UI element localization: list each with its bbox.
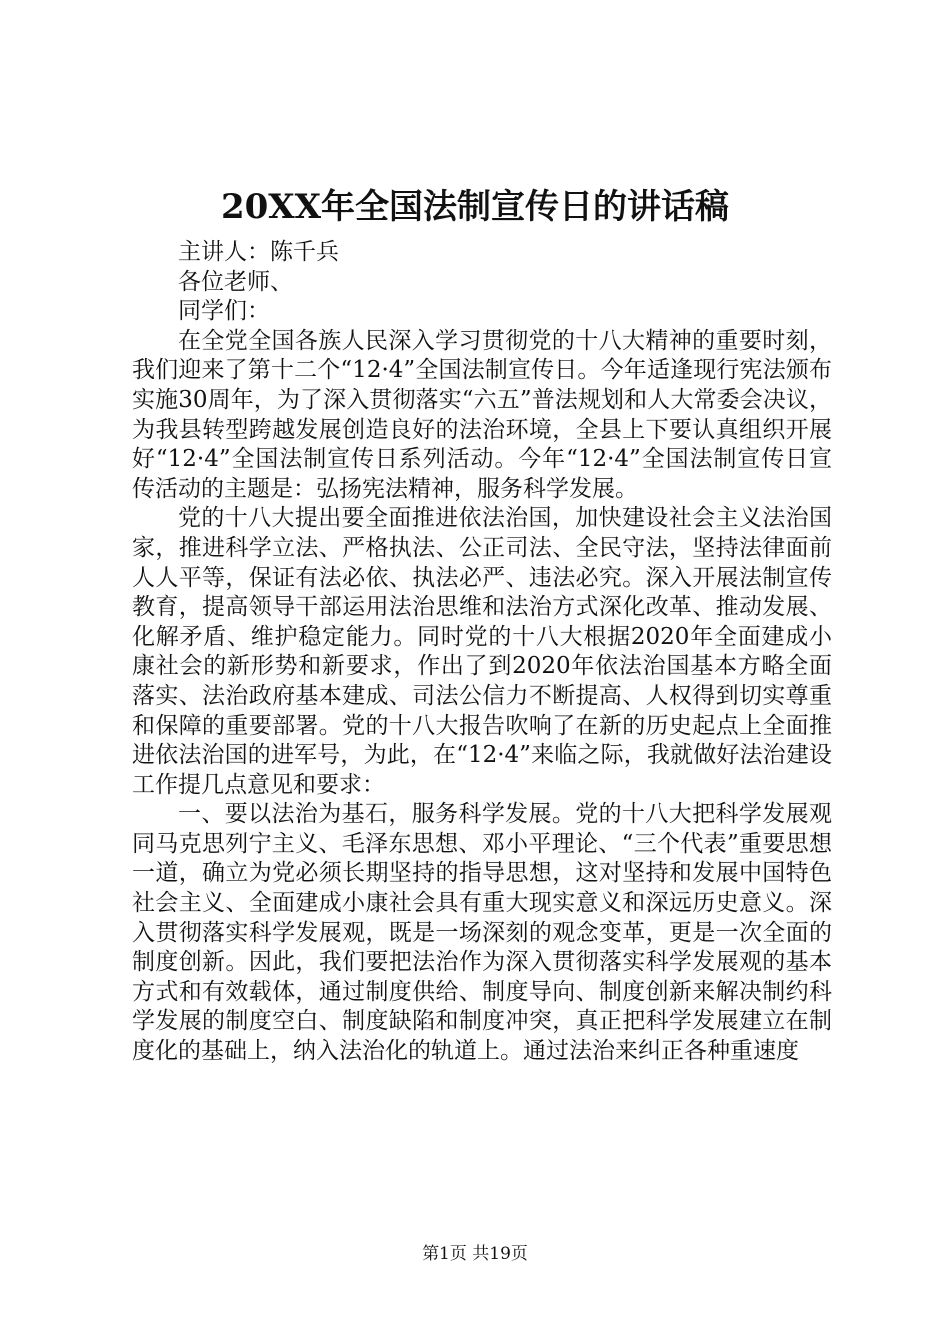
page-number-footer: 第1页 共19页 bbox=[422, 1244, 528, 1264]
body-paragraph: 一、要以法治为基石，服务科学发展。党的十八大把科学发展观同马克思列宁主义、毛泽东思想、邓小平理论、“三个代表”重要思想一道，确立为党必须长期坚持的指导思想，这对坚持和发展中国特色社会主义、全面建成小康社会具有重大现实意义和深远历史意义。深入贯彻落实科学发展观，既是一场深刻的观念变革，更是一次全面的制度创新。因此，我们要把法治作为深入贯彻落实科学发展观的基本方式和有效载体，通过制度供给、制度导向、制度创新来解决制约科学发展的制度空白、制度缺陷和制度冲突，真正把科学发展建立在制度化的基础上，纳入法治化的轨道上。通过法治来纠正各种重速度 bbox=[132, 801, 832, 1065]
document-title: 20XX年全国法制宣传日的讲话稿 bbox=[220, 187, 730, 227]
salutation-teachers: 各位老师、 bbox=[178, 268, 293, 295]
speaker-line: 主讲人：陈千兵 bbox=[178, 239, 339, 265]
body-paragraph: 党的十八大提出要全面推进依法治国，加快建设社会主义法治国家，推进科学立法、严格执法、公正司法、全民守法，坚持法律面前人人平等，保证有法必依、执法必严、违法必究。深入开展法制宣传教育，提高领导干部运用法治思维和法治方式深化改革、推动发展、化解矛盾、维护稳定能力。同时党的十八大根据2020年全面建成小康社会的新形势和新要求，作出了到2020年依法治国基本方略全面落实、法治政府基本建成、司法公信力不断提高、人权得到切实尊重和保障的重要部署。党的十八大报告吹响了在新的历史起点上全面推进依法治国的进军号，为此，在“12·4”来临之际，我就做好法治建设工作提几点意见和要求： bbox=[132, 505, 832, 798]
document-body bbox=[132, 238, 832, 1067]
body-paragraph: 在全党全国各族人民深入学习贯彻党的十八大精神的重要时刻，我们迎来了第十二个“12·4”全国法制宣传日。今年适逢现行宪法颁布实施30周年，为了深入贯彻落实“六五”普法规划和人大常委会决议，为我县转型跨越发展创造良好的法治环境，全县上下要认真组织开展好“12·4”全国法制宣传日系列活动。今年“12·4”全国法制宣传日宣传活动的主题是：弘扬宪法精神，服务科学发展。 bbox=[132, 327, 832, 502]
salutation-students: 同学们： bbox=[178, 298, 270, 325]
